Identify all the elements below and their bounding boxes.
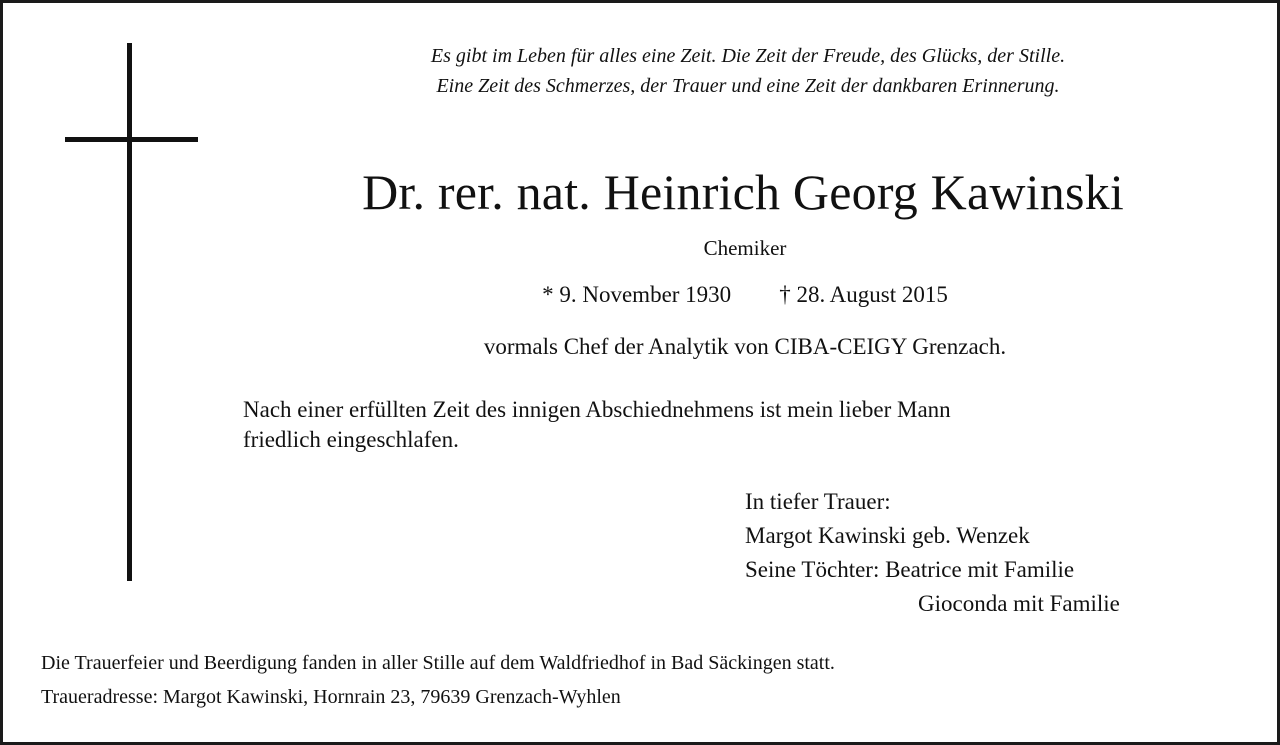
mourners-block — [745, 485, 1245, 621]
message-line-2: friedlich eingeschlafen. — [243, 427, 459, 452]
death-date: † 28. August 2015 — [779, 282, 948, 307]
mourning-address: Traueradresse: Margot Kawinski, Hornrain 23, 79639 Grenzach-Wyhlen — [41, 686, 621, 708]
deceased-profession: Chemiker — [703, 236, 787, 260]
mourner-daughters: Seine Töchter: Beatrice mit Familie — [745, 557, 1075, 582]
birth-date: * 9. November 1930 — [542, 282, 732, 307]
mourners-heading: In tiefer Trauer: — [745, 489, 891, 514]
former-position: vormals Chef der Analytik von CIBA-CEIGY Grenzach. — [483, 334, 1007, 359]
deceased-name: Dr. rer. nat. Heinrich Georg Kawinski — [362, 164, 1124, 220]
motto-line-2: Eine Zeit des Schmerzes, der Trauer und eine Zeit der dankbaren Erinnerung. — [436, 75, 1060, 97]
motto-line-1: Es gibt im Leben für alles eine Zeit. Die Zeit der Freude, des Glücks, der Stille. — [430, 45, 1066, 67]
life-dates — [445, 279, 1045, 311]
motto-quote — [303, 41, 1193, 101]
mourner-spouse: Margot Kawinski geb. Wenzek — [745, 523, 1030, 548]
obituary-message — [243, 395, 1233, 455]
mourner-daughter-2: Gioconda mit Familie — [918, 591, 1120, 616]
ceremony-notice: Die Trauerfeier und Beerdigung fanden in aller Stille auf dem Waldfriedhof in Bad Säckingen statt. — [41, 652, 835, 674]
cross-horizontal-bar — [65, 137, 198, 142]
cross-vertical-bar — [127, 43, 132, 581]
message-line-1: Nach einer erfüllten Zeit des innigen Abschiednehmens ist mein lieber Mann — [243, 397, 951, 422]
